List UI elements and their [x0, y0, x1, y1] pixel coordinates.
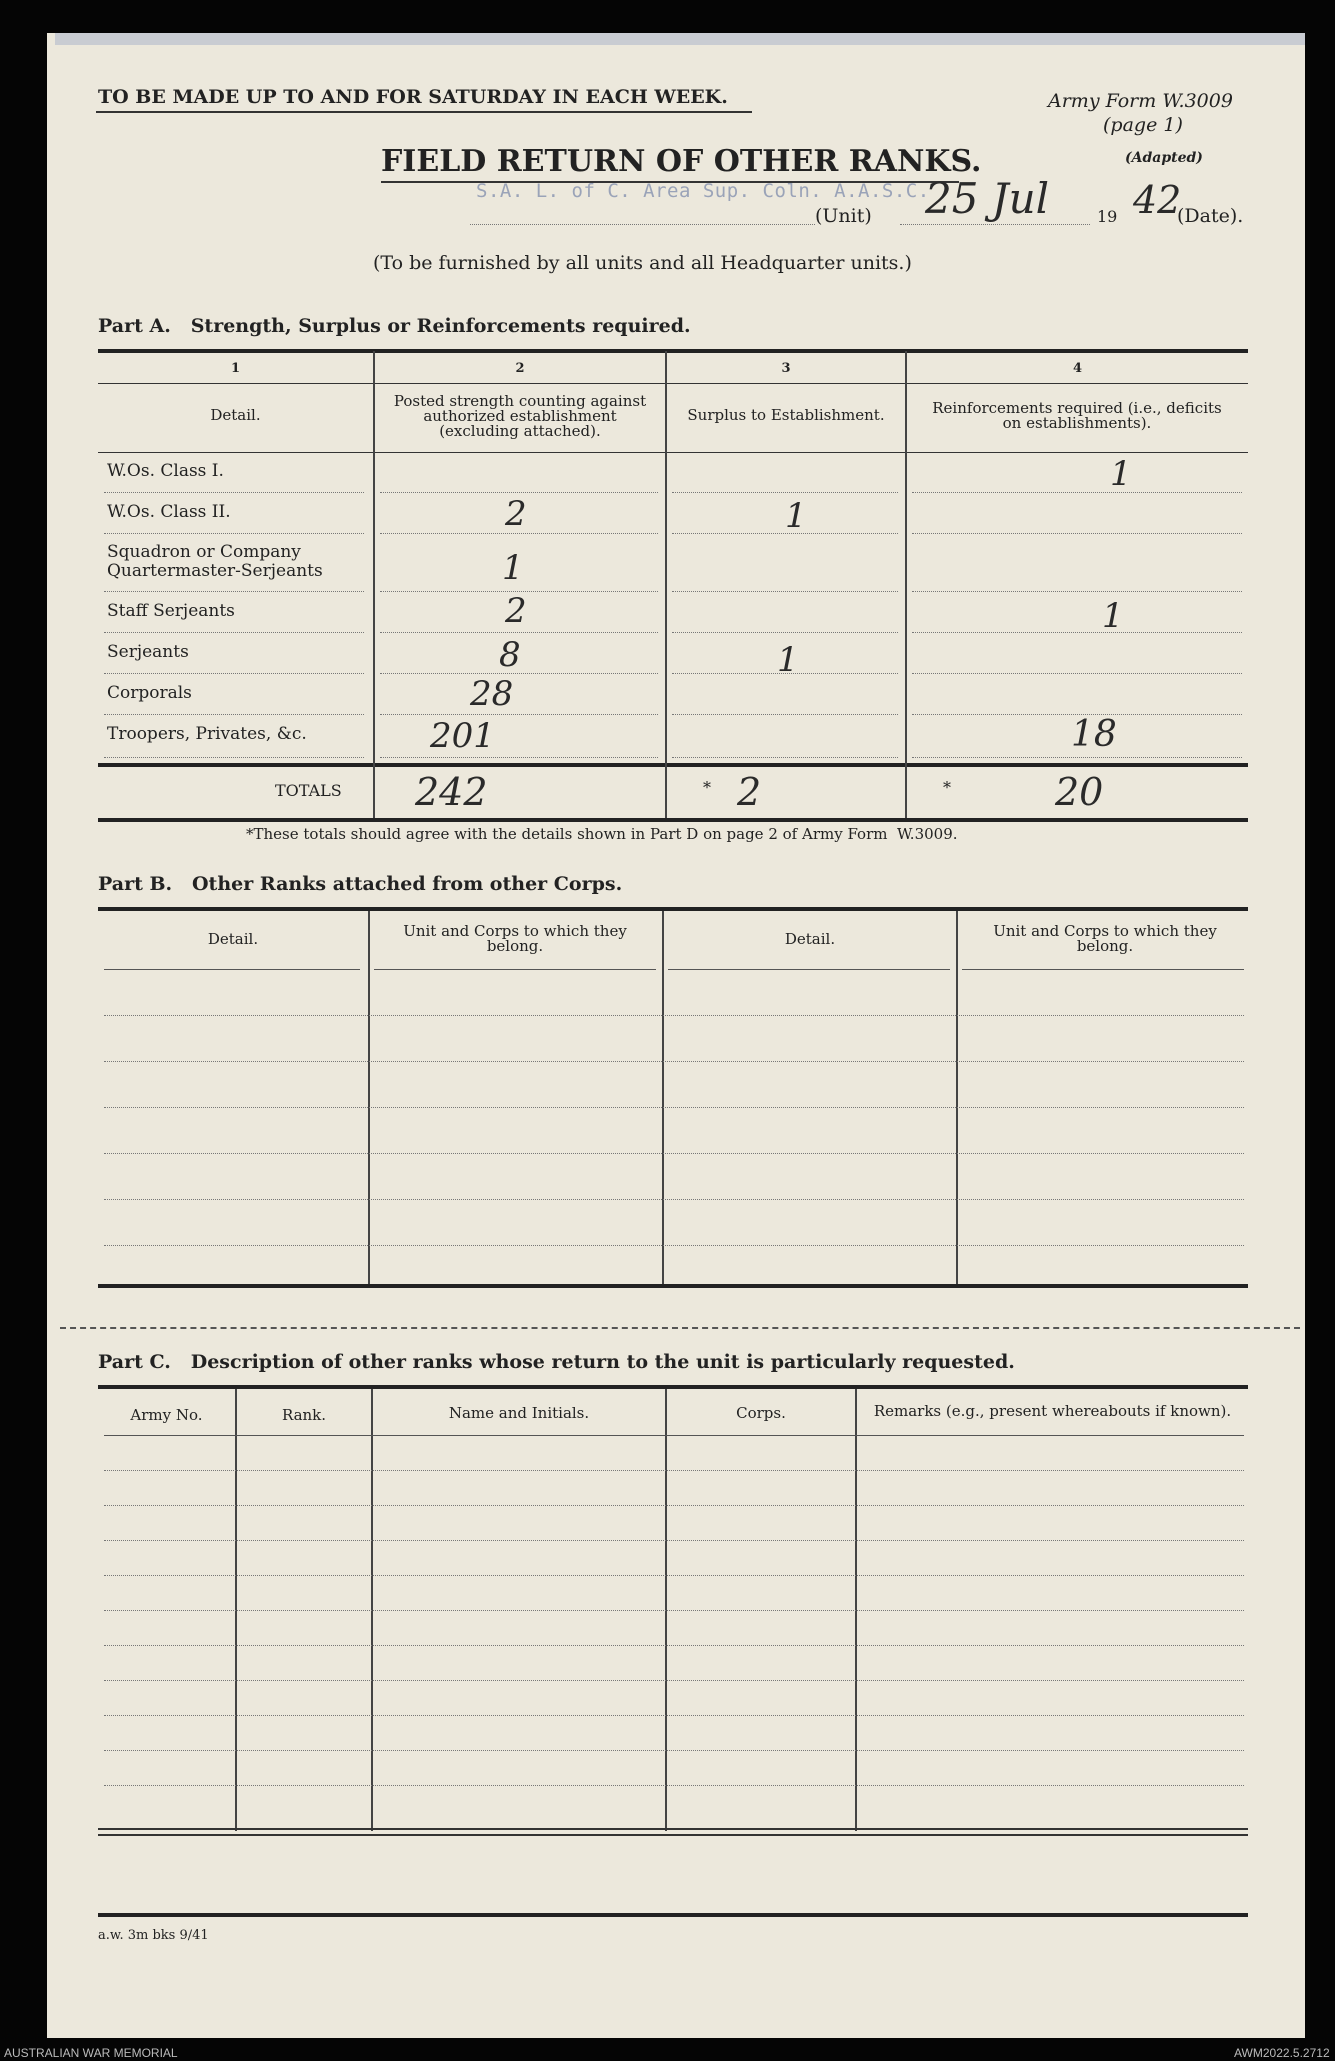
- part-c-row-line: [104, 1575, 1244, 1576]
- part-c-row-line: [104, 1680, 1244, 1681]
- part-c-header-remarks: Remarks (e.g., present whereabouts if known).: [873, 1402, 1232, 1420]
- row-label-staff-serjeants: Staff Serjeants: [107, 601, 235, 621]
- col-number-3: 3: [781, 361, 791, 376]
- part-b-row-line: [104, 1061, 1244, 1062]
- part-c-row-line: [104, 1715, 1244, 1716]
- col-header-detail: Detail.: [210, 406, 261, 424]
- row-line: [104, 757, 364, 758]
- row-line: [912, 533, 1242, 534]
- posted-wo-class-2: 2: [505, 494, 527, 534]
- surplus-wo-class-2: 1: [785, 496, 807, 536]
- posted-cqms: 1: [502, 548, 524, 588]
- part-c-header-rank: Rank.: [281, 1406, 327, 1424]
- perforation-line: [60, 1327, 1300, 1329]
- totals-label: TOTALS: [275, 781, 342, 800]
- part-b-divider-3: [956, 911, 958, 1284]
- part-b-row-line: [104, 1015, 1244, 1016]
- totals-note: *These totals should agree with the details shown in Part D on page 2 of Army Form W.3009.: [246, 825, 958, 843]
- part-c-top-rule: [98, 1385, 1248, 1389]
- form-page: (page 1): [1103, 114, 1183, 136]
- surplus-asterisk: *: [703, 778, 711, 797]
- date-dotted-line: [900, 224, 1090, 225]
- part-b-header-line: [374, 969, 656, 970]
- part-c-header-name: Name and Initials.: [448, 1404, 590, 1422]
- part-b-row-line: [104, 1199, 1244, 1200]
- row-line: [104, 714, 364, 715]
- part-c-bottom-rule-1: [98, 1828, 1248, 1830]
- part-b-header-unit-1: Unit and Corps to which they belong.: [403, 922, 627, 955]
- part-a-title: Part A. Strength, Surplus or Reinforcements required.: [98, 315, 691, 337]
- part-b-header-detail-1: Detail.: [207, 930, 259, 948]
- paper-top-strip: [55, 33, 1305, 45]
- row-line: [380, 492, 658, 493]
- reinf-wo-class-1: 1: [1110, 454, 1132, 494]
- posted-staff-serjeants: 2: [505, 591, 527, 631]
- posted-troopers: 201: [430, 716, 495, 756]
- part-c-row-line: [104, 1505, 1244, 1506]
- part-c-row-line: [104, 1470, 1244, 1471]
- part-c-title: Part C. Description of other ranks whose return to the unit is particularly requested.: [98, 1351, 1015, 1373]
- row-line: [912, 673, 1242, 674]
- total-posted: 242: [415, 770, 488, 814]
- row-line: [912, 591, 1242, 592]
- unit-label: (Unit): [815, 205, 872, 227]
- row-line: [912, 492, 1242, 493]
- col-number-4: 4: [1072, 361, 1083, 376]
- row-label-corporals: Corporals: [107, 683, 192, 703]
- part-b-header-line: [962, 969, 1244, 970]
- row-line: [380, 757, 658, 758]
- col-header-reinforcements: Reinforcements required (i.e., deficits on establishments).: [932, 399, 1222, 432]
- reinf-staff-serjeants: 1: [1102, 596, 1124, 636]
- form-number: Army Form W.3009: [1048, 90, 1233, 112]
- reinf-asterisk: *: [943, 778, 951, 797]
- year-handwritten: 42: [1133, 178, 1182, 222]
- part-c-header-army-no: Army No.: [130, 1406, 203, 1424]
- col-number-2: 2: [515, 361, 525, 376]
- furnish-note: (To be furnished by all units and all Headquarter units.): [373, 252, 912, 274]
- part-b-top-rule: [98, 907, 1248, 911]
- part-b-row-line: [104, 1153, 1244, 1154]
- unit-dotted-line: [470, 224, 815, 225]
- form-bottom-rule: [98, 1913, 1248, 1917]
- row-line: [104, 492, 364, 493]
- col-header-surplus: Surplus to Establishment.: [687, 406, 885, 424]
- row-label-wo-class-2: W.Os. Class II.: [107, 502, 231, 522]
- part-b-title: Part B. Other Ranks attached from other Corps.: [98, 873, 623, 895]
- row-label-serjeants: Serjeants: [107, 642, 189, 662]
- row-line: [104, 591, 364, 592]
- row-line: [912, 757, 1242, 758]
- part-c-row-line: [104, 1610, 1244, 1611]
- form-adapted: (Adapted): [1125, 150, 1203, 166]
- date-label: (Date).: [1177, 205, 1244, 227]
- part-c-header-line: [104, 1435, 1244, 1436]
- row-label-cqms: Squadron or Company Quartermaster-Serjeants: [107, 542, 323, 581]
- row-line: [672, 714, 898, 715]
- row-line: [912, 632, 1242, 633]
- form-title: FIELD RETURN OF OTHER RANKS.: [381, 144, 982, 179]
- part-b-header-unit-2: Unit and Corps to which they belong.: [993, 922, 1217, 955]
- reinf-troopers: 18: [1071, 714, 1117, 755]
- part-b-bottom-rule: [98, 1284, 1248, 1288]
- part-a-header-rule: [98, 452, 1248, 453]
- total-reinf: 20: [1055, 770, 1104, 814]
- part-c-row-line: [104, 1750, 1244, 1751]
- row-line: [104, 673, 364, 674]
- part-a-divider-1: [373, 351, 375, 818]
- part-a-totals-rule: [98, 763, 1248, 767]
- surplus-serjeants: 1: [777, 640, 799, 680]
- part-a-top-rule: [98, 349, 1248, 353]
- row-label-troopers: Troopers, Privates, &c.: [107, 724, 307, 744]
- part-c-row-line: [104, 1540, 1244, 1541]
- row-line: [380, 632, 658, 633]
- footer-accession-number: AWM2022.5.2712: [1234, 2046, 1330, 2060]
- part-c-row-line: [104, 1785, 1244, 1786]
- part-b-divider-2: [662, 911, 664, 1284]
- part-c-row-line: [104, 1645, 1244, 1646]
- part-b-row-line: [104, 1107, 1244, 1108]
- total-surplus: 2: [737, 770, 762, 814]
- part-b-header-detail-2: Detail.: [784, 930, 836, 948]
- instruction-underline: [96, 111, 752, 113]
- row-line: [672, 591, 898, 592]
- part-b-header-line: [104, 969, 360, 970]
- part-a-bottom-rule: [98, 818, 1248, 822]
- row-line: [672, 632, 898, 633]
- row-line: [380, 714, 658, 715]
- part-a-number-rule: [98, 383, 1248, 384]
- date-handwritten: 25 Jul: [925, 174, 1050, 223]
- part-a-divider-3: [905, 351, 907, 818]
- printer-mark: a.w. 3m bks 9/41: [98, 1928, 209, 1943]
- part-c-bottom-rule-2: [98, 1834, 1248, 1836]
- col-header-posted: Posted strength counting against authorized establishment (excluding attached).: [393, 392, 647, 440]
- part-b-header-line: [668, 969, 950, 970]
- posted-serjeants: 8: [499, 635, 521, 675]
- part-b-row-line: [104, 1245, 1244, 1246]
- row-line: [672, 757, 898, 758]
- posted-corporals: 28: [470, 674, 514, 714]
- year-prefix: 19: [1097, 207, 1118, 226]
- row-line: [104, 632, 364, 633]
- footer-institution: AUSTRALIAN WAR MEMORIAL: [4, 2046, 178, 2060]
- part-c-header-corps: Corps.: [736, 1404, 786, 1422]
- row-label-wo-class-1: W.Os. Class I.: [107, 461, 224, 481]
- unit-stamp: S.A. L. of C. Area Sup. Coln. A.A.S.C.: [476, 180, 930, 202]
- row-line: [104, 533, 364, 534]
- part-b-divider-1: [368, 911, 370, 1284]
- form-instruction: TO BE MADE UP TO AND FOR SATURDAY IN EACH WEEK.: [98, 86, 728, 108]
- col-number-1: 1: [230, 361, 241, 376]
- row-line: [672, 492, 898, 493]
